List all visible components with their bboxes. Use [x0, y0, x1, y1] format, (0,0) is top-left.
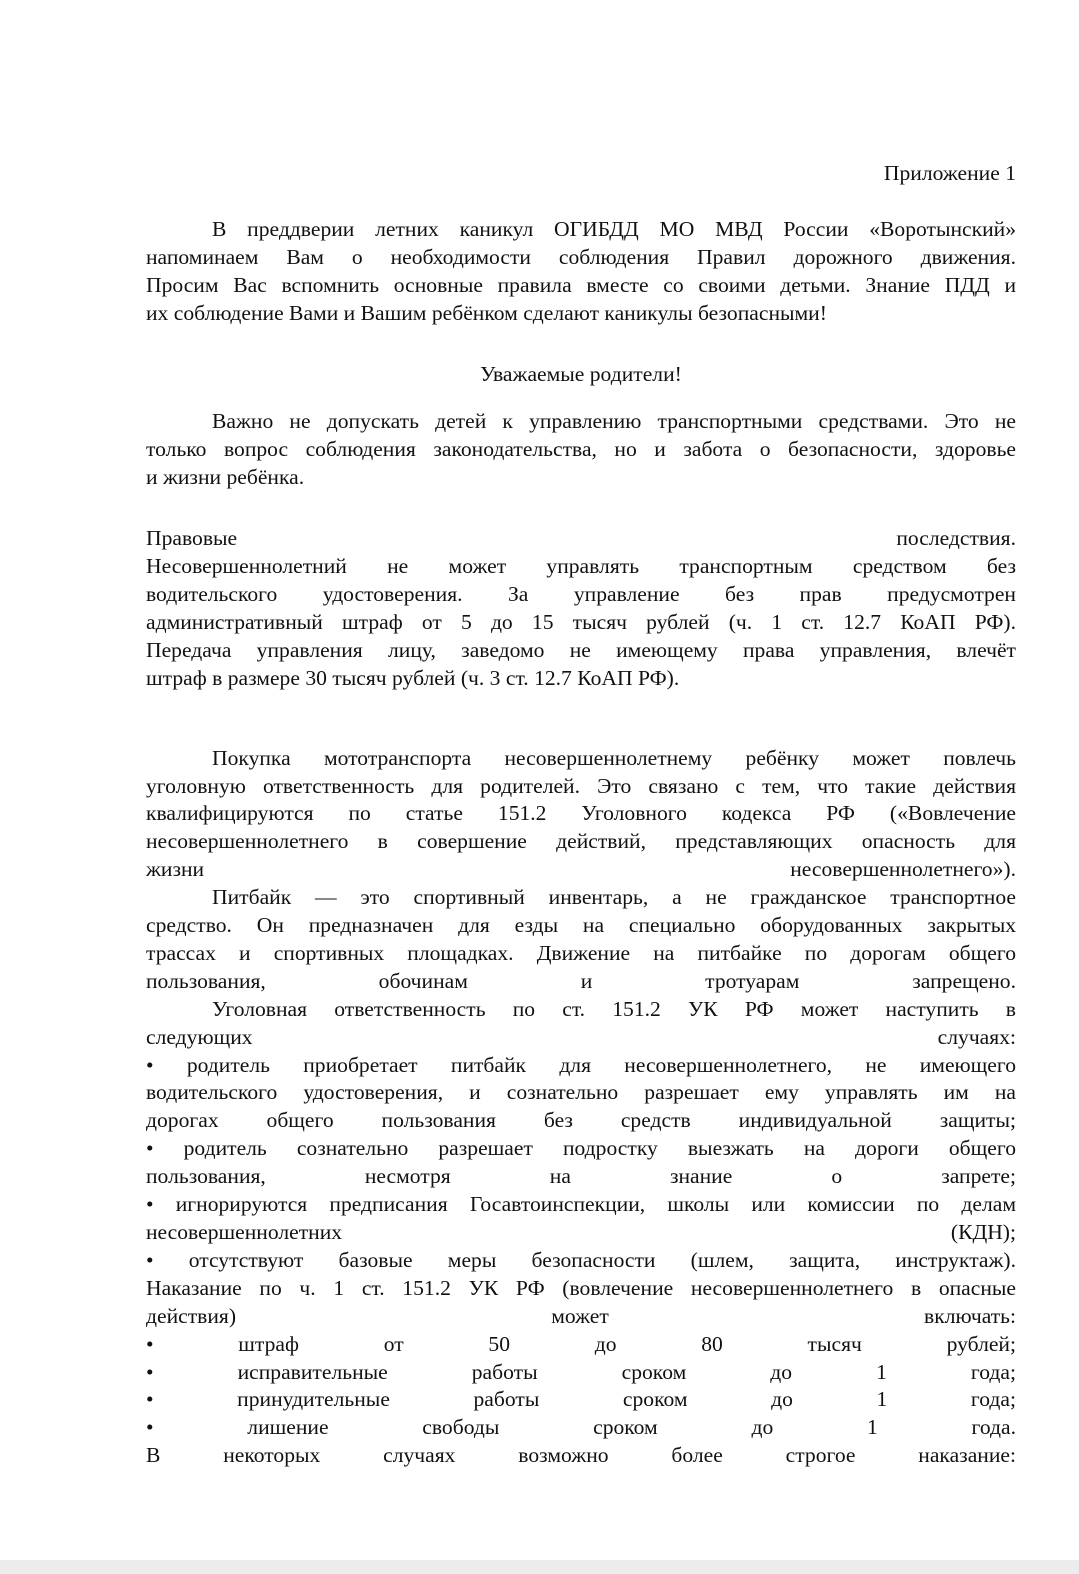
page-bottom-edge	[0, 1560, 1079, 1574]
criminal-line: пользования, несмотря на знание о запрете;	[146, 1164, 1016, 1189]
pitbike-line: трассах и спортивных площадках. Движение на питбайке по дорогам общего	[146, 940, 1016, 965]
criminal-line: • отсутствуют базовые меры безопасности (шлем, защита, инструктаж).	[146, 1247, 1016, 1272]
legal-line: Передача управления лицу, заведомо не имеющему права управления, влечёт	[146, 637, 1016, 662]
pitbike-paragraph	[146, 884, 1016, 996]
purchase-line: Покупка мототранспорта несовершеннолетнему ребёнку может повлечь	[212, 745, 1016, 770]
criminal-line: Уголовная ответственность по ст. 151.2 УК РФ может наступить в	[212, 996, 1016, 1021]
purchase-paragraph	[146, 745, 1016, 885]
criminal-line: • штраф от 50 до 80 тысяч рублей;	[146, 1331, 1016, 1356]
criminal-line: • лишение свободы сроком до 1 года.	[146, 1415, 1016, 1440]
important-line: только вопрос соблюдения законодательства, но и забота о безопасности, здоровье	[146, 437, 1016, 462]
legal-line: Правовые последствия.	[146, 526, 1016, 551]
important-line: и жизни ребёнка.	[146, 465, 305, 490]
pitbike-line: пользования, обочинам и тротуарам запрещено.	[146, 968, 1016, 993]
legal-line: водительского удостоверения. За управление без прав предусмотрен	[146, 581, 1016, 606]
criminal-line: • исправительные работы сроком до 1 года;	[146, 1359, 1016, 1384]
legal-line: Несовершеннолетний не может управлять транспортным средством без	[146, 554, 1016, 579]
greeting-heading: Уважаемые родители!	[480, 361, 682, 386]
legal-line: административный штраф от 5 до 15 тысяч рублей (ч. 1 ст. 12.7 КоАП РФ).	[146, 609, 1016, 634]
legal-paragraph	[146, 525, 1016, 692]
purchase-line: квалифицируются по статье 151.2 Уголовного кодекса РФ («Вовлечение	[146, 801, 1016, 826]
criminal-paragraph	[146, 996, 1016, 1470]
pitbike-line: Питбайк — это спортивный инвентарь, а не гражданское транспортное	[212, 885, 1016, 910]
criminal-line: водительского удостоверения, и сознательно разрешает ему управлять им на	[146, 1080, 1016, 1105]
criminal-line: следующих случаях:	[146, 1024, 1016, 1049]
intro-line: их соблюдение Вами и Вашим ребёнком сделают каникулы безопасными!	[146, 300, 827, 325]
purchase-line: несовершеннолетнего в совершение действий, представляющих опасность для	[146, 829, 1016, 854]
intro-line: В преддверии летних каникул ОГИБДД МО МВД России «Воротынский»	[212, 216, 1016, 241]
criminal-line: Наказание по ч. 1 ст. 151.2 УК РФ (вовлечение несовершеннолетнего в опасные	[146, 1275, 1016, 1300]
criminal-line: • игнорируются предписания Госавтоинспекции, школы или комиссии по делам	[146, 1192, 1016, 1217]
intro-line: Просим Вас вспомнить основные правила вместе со своими детьми. Знание ПДД и	[146, 272, 1016, 297]
intro-paragraph	[146, 216, 1016, 328]
criminal-line: действия) может включать:	[146, 1303, 1016, 1328]
criminal-line: В некоторых случаях возможно более строгое наказание:	[146, 1443, 1016, 1468]
important-line: Важно не допускать детей к управлению транспортными средствами. Это не	[212, 409, 1016, 434]
criminal-line: • родитель сознательно разрешает подростку выезжать на дороги общего	[146, 1136, 1016, 1161]
intro-line: напоминаем Вам о необходимости соблюдения Правил дорожного движения.	[146, 244, 1016, 269]
appendix-label: Приложение 1	[883, 161, 1016, 185]
criminal-line: несовершеннолетних (КДН);	[146, 1220, 1016, 1244]
important-paragraph	[146, 408, 1016, 492]
purchase-line: уголовную ответственность для родителей. Это связано с тем, что такие действия	[146, 773, 1016, 798]
document-body	[146, 160, 1016, 1470]
criminal-line: • родитель приобретает питбайк для несовершеннолетнего, не имеющего	[146, 1052, 1016, 1077]
pitbike-line: средство. Он предназначен для езды на специально оборудованных закрытых	[146, 913, 1016, 938]
legal-line: штраф в размере 30 тысяч рублей (ч. 3 ст. 12.7 КоАП РФ).	[146, 665, 680, 690]
purchase-line: жизни несовершеннолетнего»).	[146, 857, 1016, 882]
criminal-line: дорогах общего пользования без средств индивидуальной защиты;	[146, 1108, 1016, 1133]
criminal-line: • принудительные работы сроком до 1 года;	[146, 1387, 1016, 1412]
